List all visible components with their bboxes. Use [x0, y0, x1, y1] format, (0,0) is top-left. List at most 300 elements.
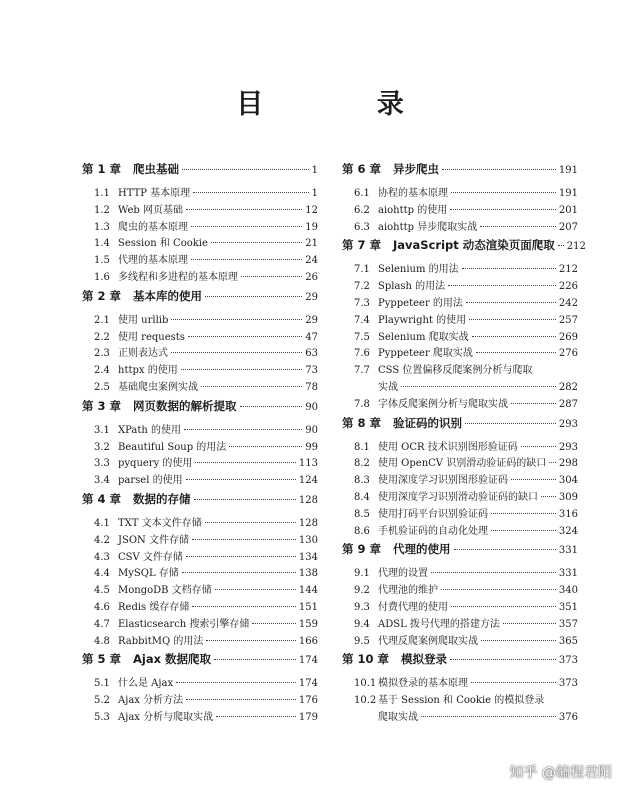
section-number: 7.7 — [354, 365, 370, 377]
chapter-title: 数据的存储 — [133, 491, 191, 506]
page-number: 293 — [558, 441, 578, 453]
page-number: 47 — [305, 331, 318, 343]
toc-section-entry[interactable] — [342, 344, 578, 361]
toc-chapter-entry[interactable] — [342, 237, 586, 260]
section-number: 6.3 — [354, 221, 370, 233]
page-number: 63 — [305, 348, 318, 360]
toc-section-entry[interactable] — [82, 531, 318, 548]
toc-chapter-entry[interactable] — [82, 491, 318, 514]
section-number: 10.1 — [354, 678, 377, 690]
dot-leader — [448, 285, 556, 286]
dot-leader — [195, 462, 295, 463]
page-number: 113 — [298, 458, 318, 470]
chapter-number: 第 9 章 — [342, 542, 382, 557]
page-number: 191 — [558, 165, 578, 176]
toc-section-entry[interactable] — [82, 632, 318, 649]
chapter-number: 第 4 章 — [82, 491, 122, 506]
page-number: 159 — [298, 618, 318, 630]
section-title: 爬虫的基本原理 — [118, 221, 188, 233]
toc-section-entry[interactable] — [342, 311, 578, 328]
section-title: TXT 文本文件存储 — [118, 517, 202, 529]
dot-leader — [252, 623, 295, 624]
page-number: 134 — [298, 551, 318, 563]
section-number: 4.7 — [94, 618, 110, 630]
section-title: Beautiful Soup 的用法 — [118, 441, 227, 453]
section-title: 什么是 Ajax — [118, 678, 174, 690]
toc-section-entry[interactable] — [82, 421, 318, 438]
toc-left-column — [82, 161, 318, 725]
page-title: 目 录 — [236, 89, 456, 120]
section-title: CSV 文件存储 — [118, 551, 183, 563]
page-number: 24 — [305, 255, 318, 267]
section-number: 6.2 — [354, 204, 370, 216]
toc-section-entry[interactable] — [82, 674, 318, 691]
page-number: 357 — [558, 618, 578, 630]
dot-leader — [462, 268, 556, 269]
toc-section-entry[interactable] — [82, 514, 318, 531]
section-number: 4.6 — [94, 601, 110, 613]
section-title: RabbitMQ 的用法 — [118, 635, 204, 647]
toc-section-entry[interactable] — [342, 581, 578, 598]
page-number: 212 — [558, 264, 578, 276]
toc-section-entry[interactable] — [82, 564, 318, 581]
chapter-number: 第 8 章 — [342, 415, 382, 430]
page-number: 124 — [298, 475, 318, 487]
page-number: 351 — [558, 601, 578, 613]
dot-leader — [186, 699, 296, 700]
page-number: 365 — [558, 635, 578, 647]
chapter-title: 代理的使用 — [393, 542, 451, 557]
section-title: 手机验证码的自动化处理 — [378, 525, 488, 537]
chapter-number: 第 10 章 — [342, 652, 390, 667]
toc-section-entry[interactable] — [342, 328, 578, 345]
page-number: 373 — [558, 655, 578, 667]
page-number: 282 — [558, 381, 578, 393]
toc-chapter-entry[interactable] — [82, 398, 318, 421]
section-title: Elasticsearch 搜索引擎存储 — [118, 618, 250, 630]
page-number: 242 — [558, 297, 578, 309]
section-number: 4.5 — [94, 585, 110, 597]
section-number: 3.3 — [94, 458, 110, 470]
chapter-title: 验证码的识别 — [393, 415, 463, 430]
page-number: 73 — [305, 365, 318, 377]
section-number: 8.1 — [354, 441, 370, 453]
page-number: 191 — [558, 188, 578, 199]
section-number: 2.3 — [94, 348, 110, 360]
section-number: 1.1 — [94, 188, 110, 199]
section-number: 4.8 — [94, 635, 110, 647]
section-number: 5.3 — [94, 711, 110, 723]
toc-section-entry[interactable] — [82, 328, 318, 345]
chapter-number: 第 2 章 — [82, 288, 122, 303]
section-title: Playwright 的使用 — [378, 314, 467, 326]
toc-section-entry[interactable] — [82, 454, 318, 471]
dot-leader — [181, 369, 303, 370]
chapter-title: JavaScript 动态渲染页面爬取 — [393, 238, 555, 253]
dot-leader — [442, 169, 556, 170]
section-title: 正则表达式 — [118, 348, 168, 360]
section-title: Selenium 爬取实战 — [378, 331, 469, 343]
dot-leader — [171, 352, 302, 353]
section-number: 2.4 — [94, 365, 110, 377]
section-number: 8.6 — [354, 525, 370, 537]
section-number: 3.2 — [94, 441, 110, 453]
toc-chapter-entry[interactable] — [82, 651, 318, 674]
section-title-continued: 爬取实战 — [378, 711, 418, 723]
section-title: 代理的基本原理 — [118, 255, 188, 267]
section-number: 8.5 — [354, 508, 370, 520]
section-number: 2.5 — [94, 381, 110, 393]
toc-section-entry[interactable] — [82, 361, 318, 378]
dot-leader — [205, 522, 296, 523]
dot-leader — [214, 659, 296, 660]
page-number: 293 — [558, 418, 578, 430]
dot-leader — [431, 572, 556, 573]
toc-section-entry[interactable] — [342, 218, 578, 235]
dot-leader — [471, 682, 556, 683]
page-number: 128 — [298, 517, 318, 529]
toc-section-entry[interactable] — [82, 438, 318, 455]
section-number: 9.5 — [354, 635, 370, 647]
dot-leader — [480, 226, 556, 227]
toc-section-entry[interactable] — [82, 311, 318, 328]
dot-leader — [541, 496, 556, 497]
dot-leader — [511, 479, 556, 480]
dot-leader — [206, 640, 296, 641]
dot-leader — [476, 352, 556, 353]
page-number: 12 — [305, 204, 318, 216]
section-continuation-line — [342, 708, 578, 725]
toc-section-entry[interactable] — [82, 548, 318, 565]
page-number: 287 — [558, 398, 578, 410]
section-number: 1.4 — [94, 238, 110, 250]
dot-leader — [241, 276, 302, 277]
section-title: 基于 Session 和 Cookie 的模拟登录 — [378, 695, 545, 707]
section-number: 6.1 — [354, 188, 370, 199]
toc-chapter-entry[interactable] — [342, 651, 578, 674]
dot-leader — [216, 716, 296, 717]
section-number: 1.5 — [94, 255, 110, 267]
section-number: 7.8 — [354, 398, 370, 410]
page-number: 90 — [305, 401, 318, 413]
dot-leader — [191, 226, 302, 227]
section-title: Session 和 Cookie — [118, 238, 208, 250]
dot-leader — [171, 319, 302, 320]
dot-leader — [451, 192, 556, 193]
dot-leader — [450, 209, 556, 210]
dot-leader — [240, 406, 303, 407]
section-title-continued: 实战 — [378, 381, 398, 393]
toc-section-entry[interactable] — [342, 632, 578, 649]
section-number: 4.2 — [94, 534, 110, 546]
toc-section-entry[interactable] — [82, 234, 318, 251]
dot-leader — [201, 386, 302, 387]
section-title: 使用 urllib — [118, 314, 169, 326]
chapter-number: 第 7 章 — [342, 238, 382, 253]
toc-section-entry[interactable] — [342, 488, 578, 505]
dot-leader — [469, 319, 556, 320]
toc-chapter-entry[interactable] — [82, 288, 318, 311]
dot-leader — [215, 589, 296, 590]
page-number: 269 — [558, 331, 578, 343]
section-number: 1.3 — [94, 221, 110, 233]
page-number: 90 — [305, 424, 318, 436]
section-title: aiohttp 异步爬取实战 — [378, 221, 478, 233]
chapter-title: 基本库的使用 — [133, 288, 203, 303]
dot-leader — [186, 556, 296, 557]
toc-chapter-entry[interactable] — [342, 161, 578, 184]
section-number: 2.2 — [94, 331, 110, 343]
page-number: 373 — [558, 678, 578, 690]
section-number: 7.1 — [354, 264, 370, 276]
toc-section-entry[interactable] — [342, 691, 578, 725]
dot-leader — [466, 302, 556, 303]
section-title: Pyppeteer 爬取实战 — [378, 348, 473, 360]
page-number: 1 — [311, 188, 318, 199]
section-title: 代理反爬案例爬取实战 — [378, 635, 478, 647]
chapter-number: 第 6 章 — [342, 162, 382, 176]
toc-section-entry[interactable] — [82, 268, 318, 285]
dot-leader — [558, 245, 564, 246]
section-title: CSS 位置偏移反爬案例分析与爬取 — [378, 365, 533, 377]
section-number: 4.4 — [94, 568, 110, 580]
section-number: 8.4 — [354, 491, 370, 503]
toc-section-entry[interactable] — [82, 471, 318, 488]
toc-section-entry[interactable] — [342, 598, 578, 615]
page-number: 151 — [298, 601, 318, 613]
chapter-title: 模拟登录 — [401, 652, 448, 667]
dot-leader — [176, 682, 296, 683]
dot-leader — [186, 479, 296, 480]
dot-leader — [521, 446, 556, 447]
toc-section-entry[interactable] — [342, 184, 578, 201]
toc-section-entry[interactable] — [82, 251, 318, 268]
dot-leader — [211, 242, 302, 243]
page-number: 174 — [298, 655, 318, 667]
dot-leader — [472, 336, 556, 337]
page-number: 128 — [298, 494, 318, 506]
page-number: 19 — [305, 221, 318, 233]
section-title: MongoDB 文档存储 — [118, 585, 212, 597]
section-number: 1.2 — [94, 204, 110, 216]
toc-section-entry[interactable] — [342, 505, 578, 522]
section-title: ADSL 拨号代理的搭建方法 — [378, 618, 500, 630]
page-number: 78 — [305, 381, 318, 393]
toc-section-entry[interactable] — [342, 564, 578, 581]
dot-leader — [451, 606, 556, 607]
page-number: 1 — [311, 165, 318, 176]
page-number: 29 — [305, 291, 318, 303]
page-number: 21 — [305, 238, 318, 250]
dot-leader — [191, 259, 302, 260]
section-number: 3.1 — [94, 424, 110, 436]
toc-section-entry[interactable] — [342, 522, 578, 539]
section-title: 多线程和多进程的基本原理 — [118, 271, 238, 283]
section-number: 7.6 — [354, 348, 370, 360]
toc-section-entry[interactable] — [342, 201, 578, 218]
toc-chapter-entry[interactable] — [342, 415, 578, 438]
section-title: 使用打码平台识别验证码 — [378, 508, 488, 520]
page-number: 340 — [558, 585, 578, 597]
page-number: 316 — [558, 508, 578, 520]
dot-leader — [491, 513, 556, 514]
chapter-number: 第 5 章 — [82, 652, 122, 667]
section-title: Web 网页基础 — [118, 204, 183, 216]
toc-section-entry[interactable] — [342, 454, 578, 471]
section-number: 5.2 — [94, 695, 110, 707]
dot-leader — [193, 192, 308, 193]
toc-section-entry[interactable] — [342, 674, 578, 691]
chapter-number: 第 3 章 — [82, 398, 122, 413]
section-title: 协程的基本原理 — [378, 188, 448, 199]
page-number: 331 — [558, 545, 578, 557]
section-title: aiohttp 的使用 — [378, 204, 448, 216]
chapter-title: 异步爬虫 — [393, 162, 440, 176]
toc-section-entry[interactable] — [82, 708, 318, 725]
section-title: 模拟登录的基本原理 — [378, 678, 468, 690]
dot-leader — [194, 499, 296, 500]
section-number: 8.2 — [354, 458, 370, 470]
toc-chapter-entry[interactable] — [82, 161, 318, 184]
dot-leader — [503, 623, 556, 624]
dot-leader — [441, 589, 556, 590]
section-title: Ajax 分析与爬取实战 — [118, 711, 214, 723]
section-title: 代理池的维护 — [378, 585, 438, 597]
section-number: 9.4 — [354, 618, 370, 630]
toc-section-entry[interactable] — [342, 361, 578, 395]
section-title: pyquery 的使用 — [118, 458, 193, 470]
page-number: 298 — [558, 458, 578, 470]
dot-leader — [184, 429, 302, 430]
section-title: Ajax 分析方法 — [118, 695, 184, 707]
section-number: 1.6 — [94, 271, 110, 283]
section-first-line — [342, 691, 578, 708]
section-number: 8.3 — [354, 475, 370, 487]
dot-leader — [192, 539, 296, 540]
toc-section-entry[interactable] — [342, 277, 578, 294]
chapter-title: 网页数据的解析提取 — [133, 398, 237, 413]
toc-section-entry[interactable] — [82, 218, 318, 235]
toc-section-entry[interactable] — [342, 471, 578, 488]
section-title: 使用 OCR 技术识别图形验证码 — [378, 441, 518, 453]
toc-section-entry[interactable] — [82, 184, 318, 201]
toc-section-entry[interactable] — [82, 201, 318, 218]
toc-chapter-entry[interactable] — [342, 541, 578, 564]
dot-leader — [401, 386, 556, 387]
section-title: 代理的设置 — [378, 568, 428, 580]
page-number: 304 — [558, 475, 578, 487]
page-number: 201 — [558, 204, 578, 216]
section-number: 7.3 — [354, 297, 370, 309]
section-first-line — [342, 361, 578, 378]
toc-section-entry[interactable] — [342, 615, 578, 632]
toc-section-entry[interactable] — [342, 260, 578, 277]
page-number: 257 — [558, 314, 578, 326]
section-number: 2.1 — [94, 314, 110, 326]
section-title: 使用 requests — [118, 331, 185, 343]
dot-leader — [182, 572, 296, 573]
section-title: parsel 的使用 — [118, 475, 183, 487]
page-number: 331 — [558, 568, 578, 580]
page-number: 144 — [298, 585, 318, 597]
page-number: 207 — [558, 221, 578, 233]
dot-leader — [229, 446, 302, 447]
toc-section-entry[interactable] — [82, 344, 318, 361]
toc-section-entry[interactable] — [82, 581, 318, 598]
section-number: 3.4 — [94, 475, 110, 487]
page-number: 176 — [298, 695, 318, 707]
dot-leader — [465, 423, 556, 424]
section-number: 5.1 — [94, 678, 110, 690]
watermark-text: 知乎 @编程君陌 — [509, 765, 612, 781]
toc-section-entry[interactable] — [82, 615, 318, 632]
page-number: 212 — [566, 241, 586, 253]
section-title: 付费代理的使用 — [378, 601, 448, 613]
page-number: 226 — [558, 281, 578, 293]
dot-leader — [549, 462, 556, 463]
section-title: Pyppeteer 的用法 — [378, 297, 463, 309]
toc-section-entry[interactable] — [82, 691, 318, 708]
dot-leader — [481, 640, 556, 641]
section-title: httpx 的使用 — [118, 365, 178, 377]
toc-section-entry[interactable] — [82, 378, 318, 395]
page-number: 138 — [298, 568, 318, 580]
page-number: 276 — [558, 348, 578, 360]
section-number: 7.4 — [354, 314, 370, 326]
toc-section-entry[interactable] — [82, 598, 318, 615]
toc-section-entry[interactable] — [342, 294, 578, 311]
dot-leader — [192, 606, 296, 607]
section-title: 使用深度学习识别图形验证码 — [378, 475, 508, 487]
toc-section-entry[interactable] — [342, 438, 578, 455]
chapter-number: 第 1 章 — [82, 162, 122, 176]
section-title: 基础爬虫案例实战 — [118, 381, 198, 393]
page-number: 179 — [298, 711, 318, 723]
section-continuation-line — [342, 378, 578, 395]
section-number: 9.2 — [354, 585, 370, 597]
dot-leader — [450, 659, 556, 660]
page-number: 99 — [305, 441, 318, 453]
dot-leader — [188, 336, 302, 337]
dot-leader — [491, 530, 556, 531]
section-title: Splash 的用法 — [378, 281, 446, 293]
page-number: 376 — [558, 711, 578, 723]
section-number: 9.1 — [354, 568, 370, 580]
dot-leader — [454, 549, 556, 550]
page-number: 26 — [305, 271, 318, 283]
section-title: Selenium 的用法 — [378, 264, 459, 276]
dot-leader — [182, 169, 309, 170]
toc-right-column — [342, 161, 586, 725]
section-title: 字体反爬案例分析与爬取实战 — [378, 398, 508, 410]
section-title: 使用深度学习识别滑动验证码的缺口 — [378, 491, 538, 503]
section-title: 使用 OpenCV 识别滑动验证码的缺口 — [378, 458, 547, 470]
dot-leader — [421, 716, 556, 717]
chapter-title: 爬虫基础 — [133, 162, 180, 176]
toc-section-entry[interactable] — [342, 395, 578, 412]
section-number: 7.5 — [354, 331, 370, 343]
page-number: 324 — [558, 525, 578, 537]
page-number: 166 — [298, 635, 318, 647]
page-number: 174 — [298, 678, 318, 690]
section-number: 10.2 — [354, 695, 377, 707]
chapter-title: Ajax 数据爬取 — [133, 652, 212, 667]
section-number: 7.2 — [354, 281, 370, 293]
section-number: 4.1 — [94, 517, 110, 529]
section-title: JSON 文件存储 — [118, 534, 189, 546]
section-number: 9.3 — [354, 601, 370, 613]
section-title: HTTP 基本原理 — [118, 188, 191, 199]
